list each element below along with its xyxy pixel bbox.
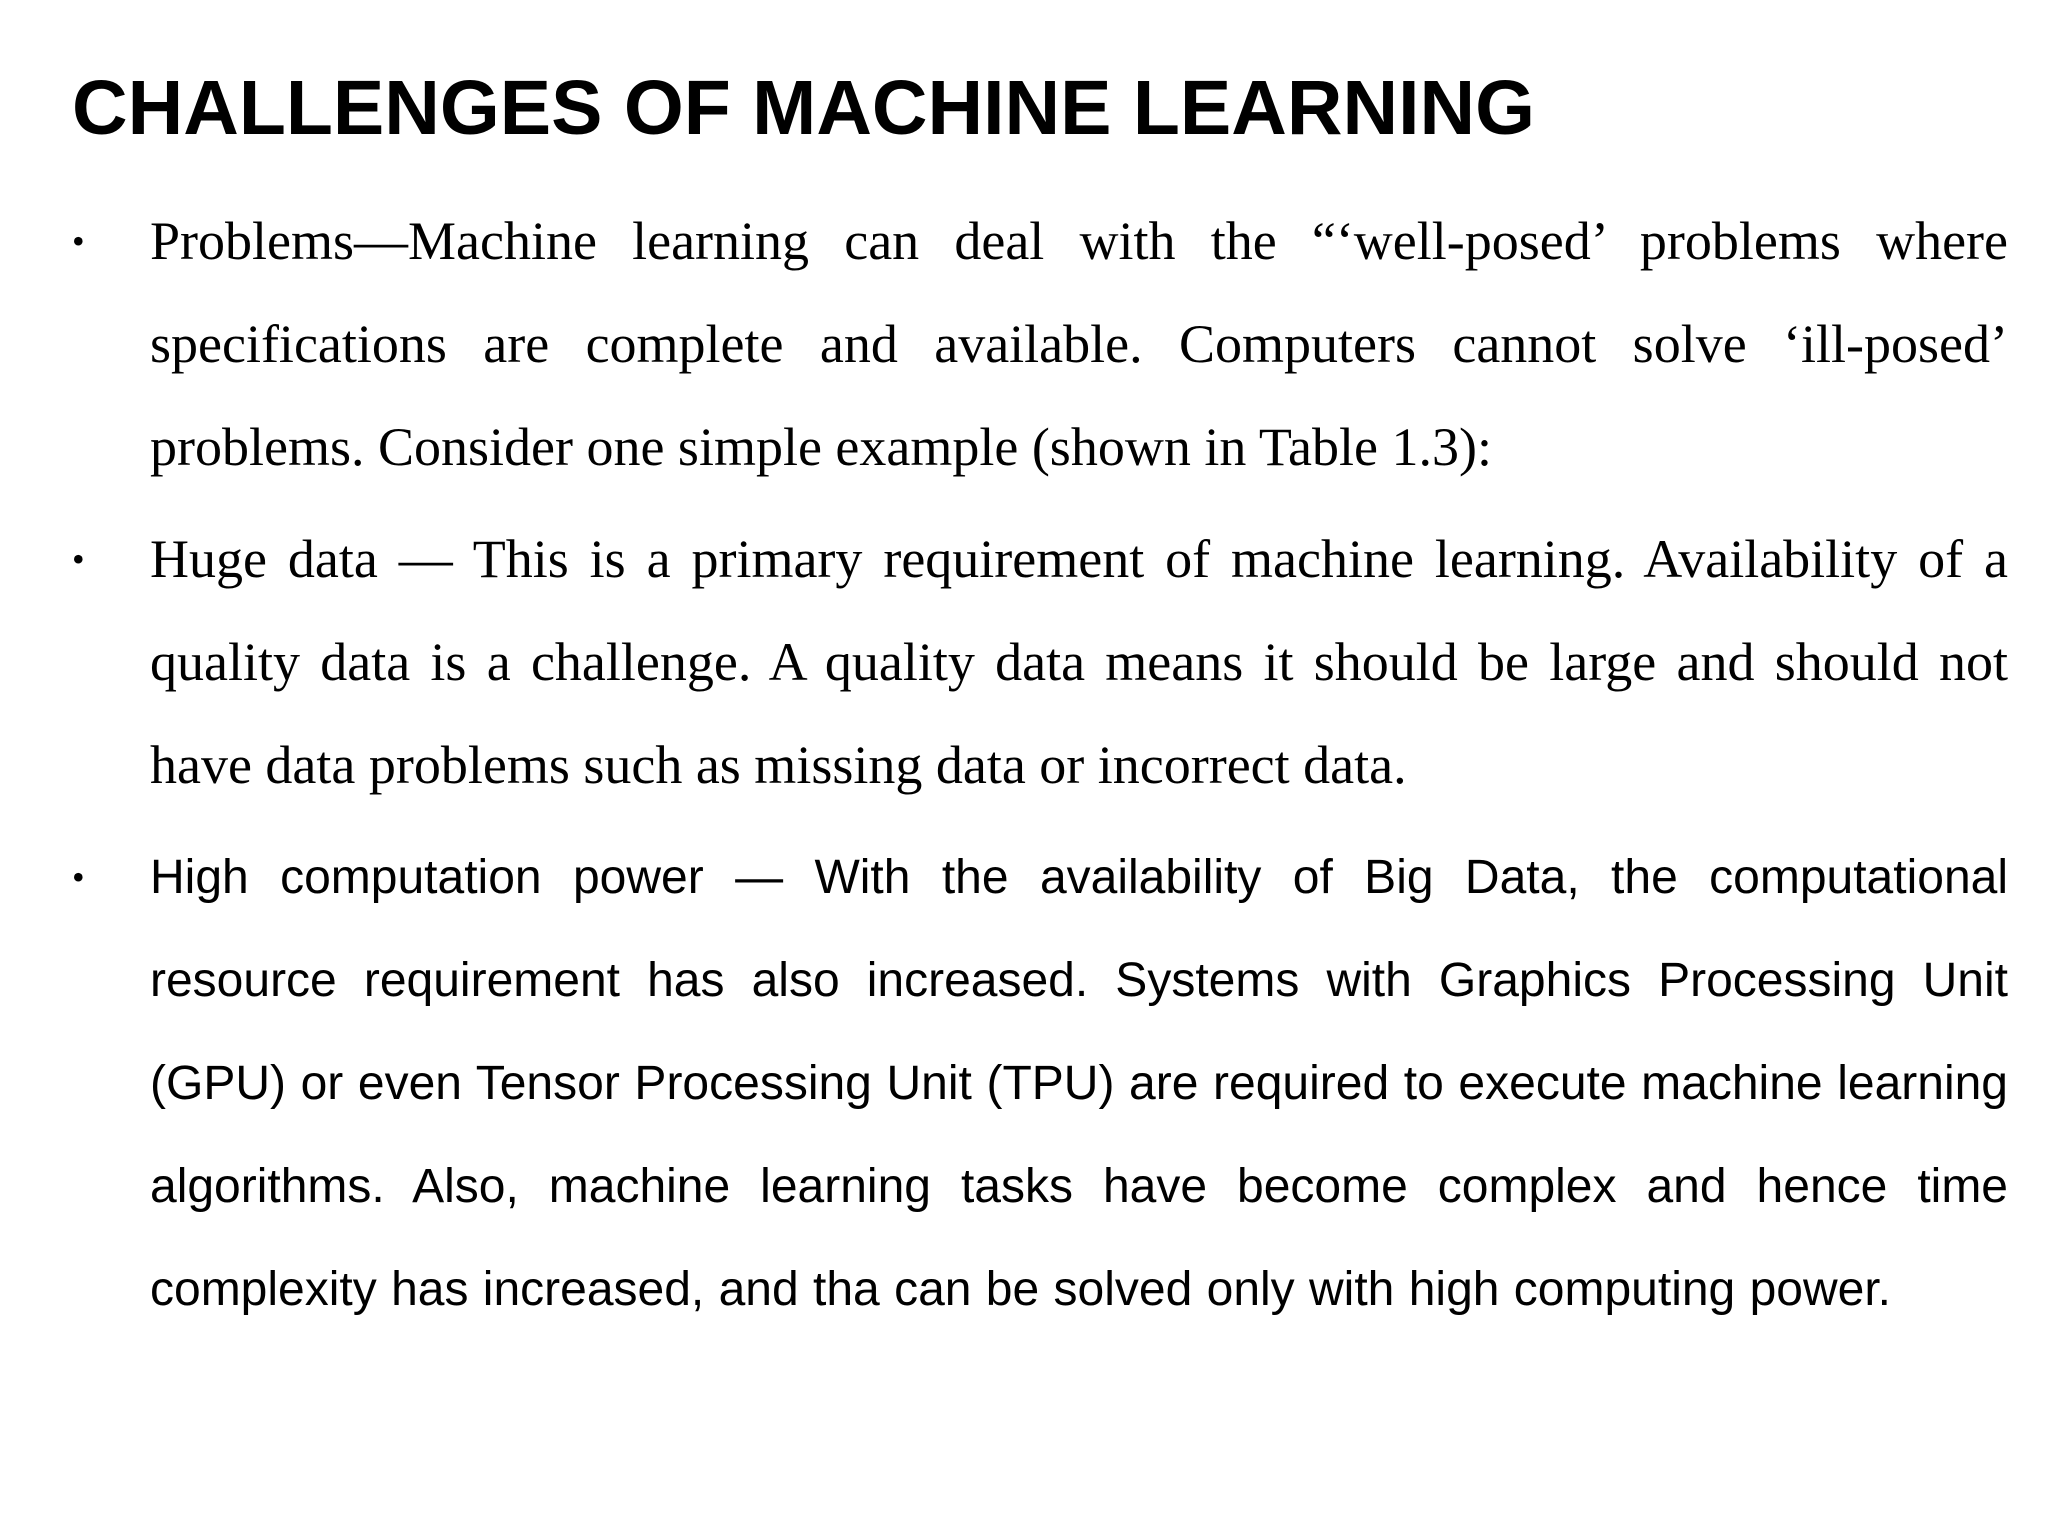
- slide-title: CHALLENGES OF MACHINE LEARNING: [72, 65, 1535, 151]
- bullet-text-huge-data: Huge data — This is a primary requirement of machine learning. Availability of a quality data is a challenge. A quality data means it should be large and should not have data problems such as missing data or incorrect data.: [150, 529, 2008, 795]
- bullet-icon: •: [72, 539, 85, 579]
- bullet-text-computation-power: High computation power — With the availability of Big Data, the computational resource requirement has also increased. Systems with Graphics Processing Unit (GPU) or even Tensor Processing Unit (TPU) are required to execute machine learning algorithms. Also, machine learning tasks have become complex and hence time complexity has increased, and tha can be solved only with high computing power.: [150, 851, 2008, 1316]
- bullet-icon: •: [72, 221, 85, 261]
- bullet-icon: •: [72, 857, 85, 897]
- bullet-text-problems: Problems—Machine learning can deal with the “‘well-posed’ problems where specifications are complete and available. Computers cannot solve ‘ill-posed’ problems. Consider one simple example (shown in Table 1.3):: [150, 211, 2008, 477]
